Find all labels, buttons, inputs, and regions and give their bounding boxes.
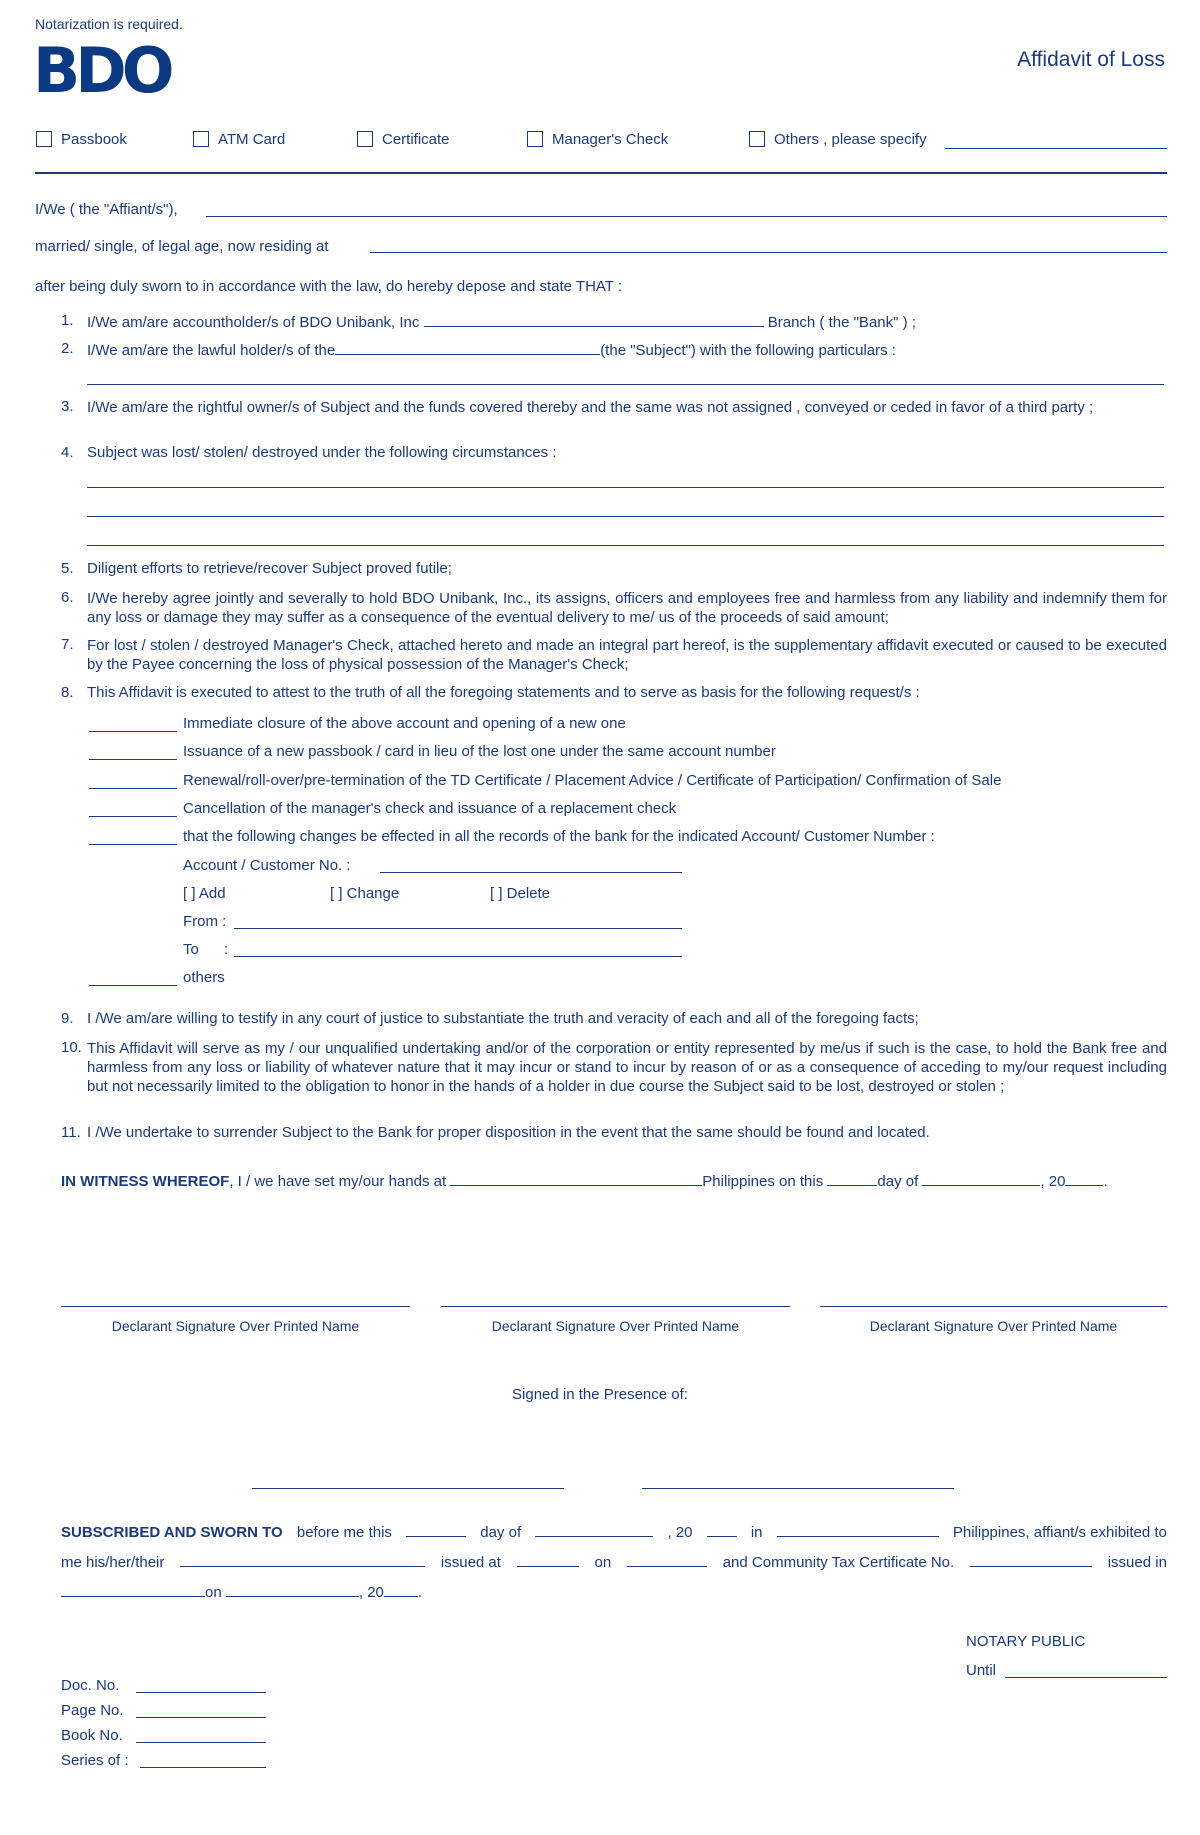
circumstances-line-3[interactable] xyxy=(87,545,1164,546)
jurat-text: , 20 xyxy=(667,1524,693,1541)
from-field[interactable] xyxy=(234,928,682,929)
affiants-name-field[interactable] xyxy=(206,216,1167,217)
witness-lead: IN WITNESS WHEREOF xyxy=(61,1173,230,1190)
request-others-text: others xyxy=(183,969,225,986)
jurat-issued-on-field[interactable] xyxy=(627,1552,707,1567)
residing-label: married/ single, of legal age, now residing at xyxy=(35,238,329,255)
signed-in-presence-label: Signed in the Presence of: xyxy=(512,1386,688,1403)
checkbox-atm-card[interactable] xyxy=(193,131,285,148)
jurat-day-field[interactable] xyxy=(406,1522,466,1537)
option-change[interactable]: [ ] Change xyxy=(330,885,400,902)
witness-text: . xyxy=(1103,1173,1108,1190)
request-1-mark[interactable] xyxy=(89,731,177,732)
jurat-month-field[interactable] xyxy=(535,1522,653,1537)
witness-statement xyxy=(61,1171,1108,1190)
item-number: 7. xyxy=(61,636,74,653)
witness-signature-line-1[interactable] xyxy=(252,1488,564,1489)
book-no-field[interactable] xyxy=(136,1742,266,1743)
witness-text: Philippines on this xyxy=(702,1173,824,1190)
jurat-text: Philippines, affiant/s exhibited to xyxy=(952,1524,1167,1541)
page-no-label: Page No. xyxy=(61,1702,124,1719)
ctc-place-field[interactable] xyxy=(61,1582,205,1597)
item-number: 1. xyxy=(61,312,74,329)
item-1-prefix: I/We am/are accountholder/s of BDO Unibank, Inc xyxy=(87,314,420,331)
to-field[interactable] xyxy=(234,956,682,957)
item-number: 8. xyxy=(61,684,74,701)
checkbox-label: ATM Card xyxy=(218,131,286,148)
jurat-line-2 xyxy=(61,1552,1167,1571)
checkbox-managers-check[interactable] xyxy=(527,131,668,148)
jurat-text: issued at xyxy=(440,1554,501,1571)
notarization-notice: Notarization is required. xyxy=(35,16,183,32)
book-no-label: Book No. xyxy=(61,1727,123,1744)
declarant-label-1: Declarant Signature Over Printed Name xyxy=(111,1318,360,1334)
item-3-text: I/We am/are the rightful owner/s of Subject and the funds covered thereby and the same was not assigned , conveyed or ceded in favor of a third party ; xyxy=(87,399,1094,416)
request-1-text: Immediate closure of the above account and opening of a new one xyxy=(183,715,626,732)
witness-signature-line-2[interactable] xyxy=(642,1488,954,1489)
jurat-text: day of xyxy=(480,1524,522,1541)
declarant-label-3: Declarant Signature Over Printed Name xyxy=(869,1318,1118,1334)
bdo-logo: BDO xyxy=(33,34,170,107)
item-2-text xyxy=(87,340,896,359)
ctc-number-field[interactable] xyxy=(970,1552,1092,1567)
jurat-issued-at-field[interactable] xyxy=(517,1552,579,1567)
checkbox-others[interactable] xyxy=(749,131,927,148)
circumstances-line-1[interactable] xyxy=(87,487,1164,488)
request-5-mark[interactable] xyxy=(89,844,177,845)
jurat-line-3 xyxy=(61,1582,422,1601)
item-9-text: I /We am/are willing to testify in any court of justice to substantiate the truth and veracity of each and all of the foregoing facts; xyxy=(87,1010,919,1027)
doc-no-label: Doc. No. xyxy=(61,1677,120,1694)
item-number: 11. xyxy=(61,1124,81,1141)
jurat-line-1 xyxy=(61,1522,1167,1541)
witness-place-field[interactable] xyxy=(450,1171,702,1186)
item-1-suffix: Branch ( the "Bank" ) ; xyxy=(767,314,916,331)
witness-month-field[interactable] xyxy=(922,1171,1040,1186)
checkbox-label: Certificate xyxy=(382,131,450,148)
item-10-text: This Affidavit will serve as my / our unqualified undertaking and/or of the corporation or entity represented by me/us if such is the case, to hold the Bank free and harmless from any loss or liability of whatever nature that it may incur or stand to incur by reason of or as a consequence of acceding to my/our request including but not necessarily limited to the obligation to honor in the hands of a holder in due course the Subject said to be lost, destroyed or stolen ; xyxy=(87,1040,1167,1095)
declarant-signature-line-1[interactable] xyxy=(61,1306,410,1307)
jurat-text: in xyxy=(750,1524,763,1541)
jurat-text: me his/her/their xyxy=(61,1554,165,1571)
checkbox-box[interactable] xyxy=(749,131,765,147)
item-5-text: Diligent efforts to retrieve/recover Subject proved futile; xyxy=(87,560,452,577)
checkbox-label: Passbook xyxy=(61,131,127,148)
to-colon: : xyxy=(224,941,229,958)
item-number: 3. xyxy=(61,398,74,415)
jurat-year-field[interactable] xyxy=(707,1522,737,1537)
item-1-text xyxy=(87,312,916,331)
item-2-prefix: I/We am/are the lawful holder/s of the xyxy=(87,342,336,359)
until-field[interactable] xyxy=(1005,1677,1167,1678)
page-no-field[interactable] xyxy=(136,1717,266,1718)
witness-year-field[interactable] xyxy=(1065,1171,1103,1186)
item-11-text: I /We undertake to surrender Subject to the Bank for proper disposition in the event that the same should be found and located. xyxy=(87,1124,930,1141)
request-3-text: Renewal/roll-over/pre-termination of the TD Certificate / Placement Advice / Certificate of Participation/ Confirmation of Sale xyxy=(183,772,1002,789)
request-3-mark[interactable] xyxy=(89,788,177,789)
witness-day-field[interactable] xyxy=(827,1171,877,1186)
header-divider xyxy=(35,172,1167,174)
jurat-text: on xyxy=(205,1584,222,1601)
jurat-text: before me this xyxy=(296,1524,392,1541)
particulars-field[interactable] xyxy=(87,384,1164,385)
jurat-text: issued in xyxy=(1107,1554,1167,1571)
item-number: 2. xyxy=(61,340,74,357)
account-number-field[interactable] xyxy=(380,872,682,873)
series-field[interactable] xyxy=(140,1767,266,1768)
checkbox-passbook[interactable] xyxy=(36,131,127,148)
checkbox-box[interactable] xyxy=(357,131,373,147)
item-number: 6. xyxy=(61,589,74,606)
declarant-signature-line-2[interactable] xyxy=(441,1306,790,1307)
declarant-label-2: Declarant Signature Over Printed Name xyxy=(491,1318,740,1334)
request-4-mark[interactable] xyxy=(89,816,177,817)
request-5-text: that the following changes be effected in all the records of the bank for the indicated Account/ Customer Number : xyxy=(183,828,935,845)
item-2-suffix: (the "Subject") with the following particulars : xyxy=(600,342,896,359)
subject-field[interactable] xyxy=(335,340,600,355)
witness-text: , 20 xyxy=(1040,1173,1066,1190)
jurat-text: . xyxy=(417,1584,423,1601)
series-label: Series of : xyxy=(61,1752,129,1769)
ctc-year-field[interactable] xyxy=(384,1582,418,1597)
circumstances-line-2[interactable] xyxy=(87,516,1164,517)
jurat-lead: SUBSCRIBED AND SWORN TO xyxy=(61,1524,283,1541)
others-specify-field[interactable] xyxy=(945,148,1167,149)
checkbox-box[interactable] xyxy=(527,131,543,147)
until-label: Until xyxy=(966,1662,997,1679)
option-delete[interactable]: [ ] Delete xyxy=(490,885,551,902)
jurat-place-field[interactable] xyxy=(777,1522,939,1537)
item-8-text: This Affidavit is executed to attest to the truth of all the foregoing statements and to serve as basis for the following request/s : xyxy=(87,684,920,701)
jurat-text: and Community Tax Certificate No. xyxy=(722,1554,955,1571)
ctc-date-field[interactable] xyxy=(226,1582,359,1597)
request-4-text: Cancellation of the manager's check and issuance of a replacement check xyxy=(183,800,677,817)
item-number: 4. xyxy=(61,444,74,461)
checkbox-certificate[interactable] xyxy=(357,131,450,148)
branch-field[interactable] xyxy=(424,312,764,327)
request-2-text: Issuance of a new passbook / card in lieu of the lost one under the same account number xyxy=(183,743,776,760)
sworn-statement: after being duly sworn to in accordance with the law, do hereby depose and state THAT : xyxy=(35,278,623,295)
item-6-text: I/We hereby agree jointly and severally to hold BDO Unibank, Inc., its assigns, officers and employees free and harmless from any liability and indemnify them for any loss or damage they may suffer as a consequence of the eventual delivery to me/ us of the proceeds of said amount; xyxy=(87,590,1167,626)
witness-text: day of xyxy=(877,1173,919,1190)
address-field[interactable] xyxy=(370,252,1167,253)
document-title: Affidavit of Loss xyxy=(1017,48,1165,71)
item-number: 9. xyxy=(61,1010,74,1027)
option-add[interactable]: [ ] Add xyxy=(183,885,226,902)
item-number: 5. xyxy=(61,560,74,577)
affiants-label: I/We ( the "Affiant/s"), xyxy=(35,201,178,218)
item-7-text: For lost / stolen / destroyed Manager's Check, attached hereto and made an integral part hereof, is the supplementary affidavit executed or caused to be executed by the Payee concerning the loss of physical possession of the Manager's Check; xyxy=(87,637,1167,673)
to-label: To xyxy=(183,941,199,958)
jurat-text: on xyxy=(594,1554,612,1571)
account-number-label: Account / Customer No. : xyxy=(183,857,351,874)
witness-text: , I / we have set my/our hands at xyxy=(229,1173,447,1190)
doc-no-field[interactable] xyxy=(136,1692,266,1693)
checkbox-label: Manager's Check xyxy=(552,131,669,148)
jurat-id-field[interactable] xyxy=(180,1552,425,1567)
notary-public-label: NOTARY PUBLIC xyxy=(966,1633,1086,1650)
checkbox-box[interactable] xyxy=(36,131,52,147)
request-2-mark[interactable] xyxy=(89,759,177,760)
item-4-text: Subject was lost/ stolen/ destroyed under the following circumstances : xyxy=(87,444,557,461)
declarant-signature-line-3[interactable] xyxy=(820,1306,1167,1307)
request-others-mark[interactable] xyxy=(89,985,177,986)
item-number: 10. xyxy=(61,1039,82,1056)
checkbox-label: Others , please specify xyxy=(774,131,927,148)
from-label: From : xyxy=(183,913,227,930)
checkbox-box[interactable] xyxy=(193,131,209,147)
jurat-text: , 20 xyxy=(358,1584,384,1601)
